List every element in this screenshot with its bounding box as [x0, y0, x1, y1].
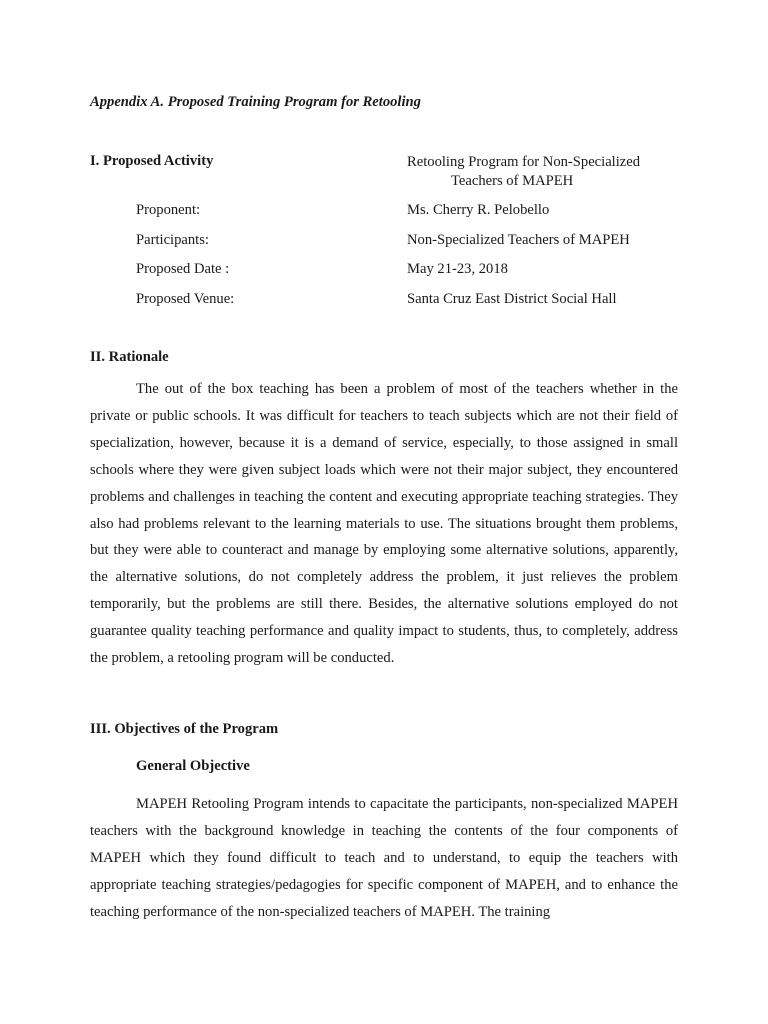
general-objective-paragraph: MAPEH Retooling Program intends to capacitate the participants, non-specialized MAPEH teachers with the background knowledge in teaching the contents of the four components of MAPEH which they found difficult to teach and to understand, to equip the teachers with appropriate teaching strategies/pedagogies for specific component of MAPEH, and to enhance the teaching performance of the non-specialized teachers of MAPEH. The training — [90, 796, 678, 920]
subheading-general-objective: General Objective — [136, 758, 250, 774]
field-value-participants: Non-Specialized Teachers of MAPEH — [407, 232, 630, 248]
field-label-proponent: Proponent: — [136, 202, 201, 218]
rationale-paragraph: The out of the box teaching has been a problem of most of the teachers whether in the private or public schools. It was difficult for teachers to teach subjects which are not their field of specialization, however, because it is a demand of service, especially, to those assigned in small schools where they were given subject loads which were not their major subject, they encountered problems and challenges in teaching the content and executing appropriate teaching strategies. They also had problems relevant to the learning materials to use. The situations brought them problems, but they were able to counteract and manage by employing some alternative solutions, apparently, the alternative solutions, do not completely address the problem, it just relieves the problem temporarily, but the problems are still there. Besides, the alternative solutions employed do not guarantee quality teaching performance and quality impact to students, thus, to completely, address the problem, a retooling program will be conducted. — [90, 381, 678, 667]
field-label-proposed-date: Proposed Date : — [136, 261, 230, 277]
proposed-activity-value — [407, 153, 667, 191]
field-value-proposed-date: May 21-23, 2018 — [407, 261, 508, 277]
section-heading-objectives: III. Objectives of the Program — [90, 721, 279, 737]
activity-line-1: Retooling Program for Non-Specialized — [407, 154, 641, 170]
section-heading-rationale: II. Rationale — [90, 349, 169, 365]
field-value-proposed-venue: Santa Cruz East District Social Hall — [407, 291, 617, 307]
field-label-proposed-venue: Proposed Venue: — [136, 291, 235, 307]
activity-line-2: Teachers of MAPEH — [451, 173, 574, 189]
appendix-title: Appendix A. Proposed Training Program for Retooling — [90, 94, 421, 110]
field-label-participants: Participants: — [136, 232, 209, 248]
field-value-proponent: Ms. Cherry R. Pelobello — [407, 202, 550, 218]
section-heading-proposed-activity: I. Proposed Activity — [90, 153, 214, 169]
